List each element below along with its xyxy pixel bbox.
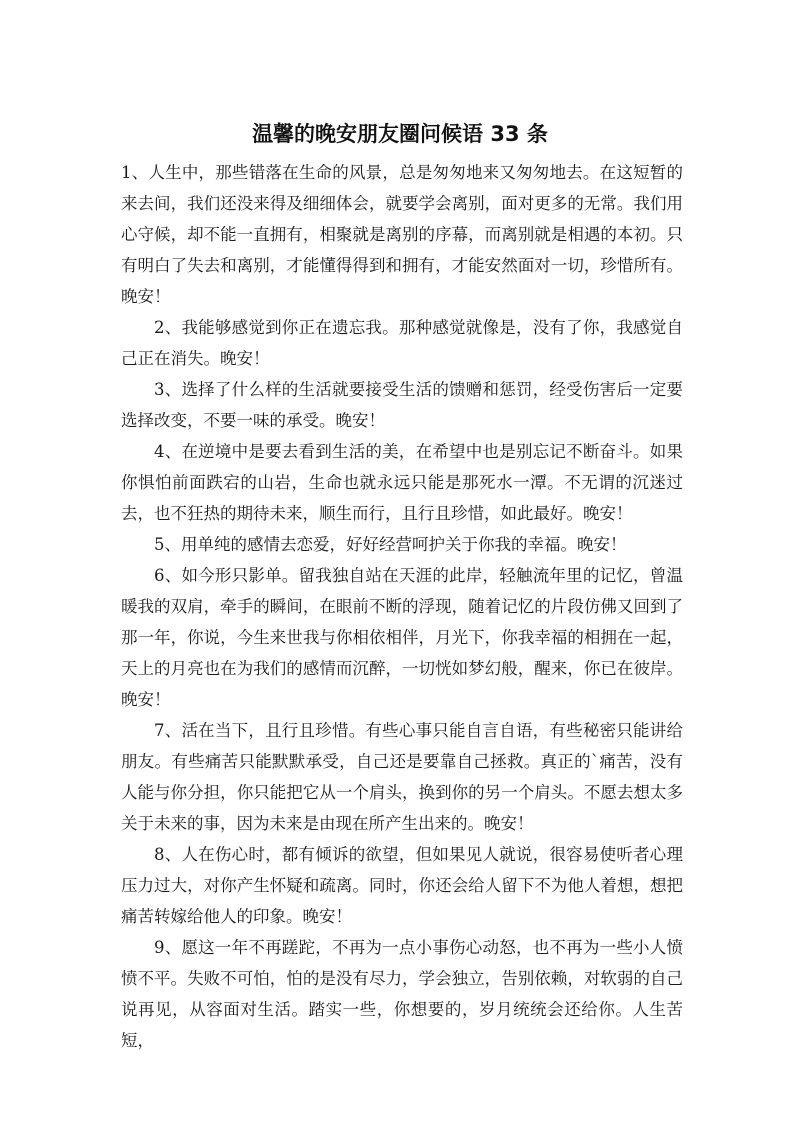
document-body: [121, 157, 683, 1056]
paragraph-8: 8、人在伤心时，都有倾诉的欲望，但如果见人就说，很容易使听者心理压力过大，对你产生怀疑和疏离。同时，你还会给人留下不为他人着想，想把痛苦转嫁给他人的印象。晚安！: [121, 845, 683, 926]
paragraph-2: 2、我能够感觉到你正在遗忘我。那种感觉就像是，没有了你，我感觉自己正在消失。晚安！: [121, 318, 683, 368]
paragraph-5: 5、用单纯的感情去恋爱，好好经营呵护关于你我的幸福。晚安！: [154, 535, 627, 554]
paragraph-6: 6、如今形只影单。留我独自站在天涯的此岸，轻触流年里的记忆，曾温暖我的双肩，牵手的瞬间，在眼前不断的浮现，随着记忆的片段仿佛又回到了那一年，你说，今生来世我与你相依相伴，月光下，你我幸福的相拥在一起，天上的月亮也在为我们的感情而沉醉，一切恍如梦幻般，醒来，你已在彼岸。晚安！: [121, 566, 683, 709]
document-title: 温馨的晚安朋友圈问候语 33 条: [252, 122, 548, 146]
paragraph-1: 1、人生中，那些错落在生命的风景，总是匆匆地来又匆匆地去。在这短暂的来去间，我们还没来得及细细体会，就要学会离别，面对更多的无常。我们用心守候，却不能一直拥有，相聚就是离别的序幕，而离别就是相遇的本初。只有明白了失去和离别，才能懂得得到和拥有，才能安然面对一切，珍惜所有。晚安！: [121, 163, 683, 306]
paragraph-3: 3、选择了什么样的生活就要接受生活的馈赠和惩罚，经受伤害后一定要选择改变，不要一味的承受。晚安！: [121, 380, 683, 430]
paragraph-7: 7、活在当下，且行且珍惜。有些心事只能自言自语，有些秘密只能讲给朋友。有些痛苦只能默默承受，自己还是要靠自己拯救。真正的`痛苦，没有人能与你分担，你只能把它从一个肩头，换到你的另一个肩头。不愿去想太多关于未来的事，因为未来是由现在所产生出来的。晚安！: [121, 721, 683, 833]
paragraph-9: 9、愿这一年不再蹉跎，不再为一点小事伤心动怒，也不再为一些小人愤愤不平。失败不可怕，怕的是没有尽力，学会独立，告别依赖，对软弱的自己说再见，从容面对生活。踏实一些，你想要的，岁月统统会还给你。人生苦短，: [121, 938, 683, 1050]
paragraph-4: 4、在逆境中是要去看到生活的美，在希望中也是别忘记不断奋斗。如果你惧怕前面跌宕的山岩，生命也就永远只能是那死水一潭。不无谓的沉迷过去，也不狂热的期待未来，顺生而行，且行且珍惜，如此最好。晚安！: [121, 442, 683, 523]
